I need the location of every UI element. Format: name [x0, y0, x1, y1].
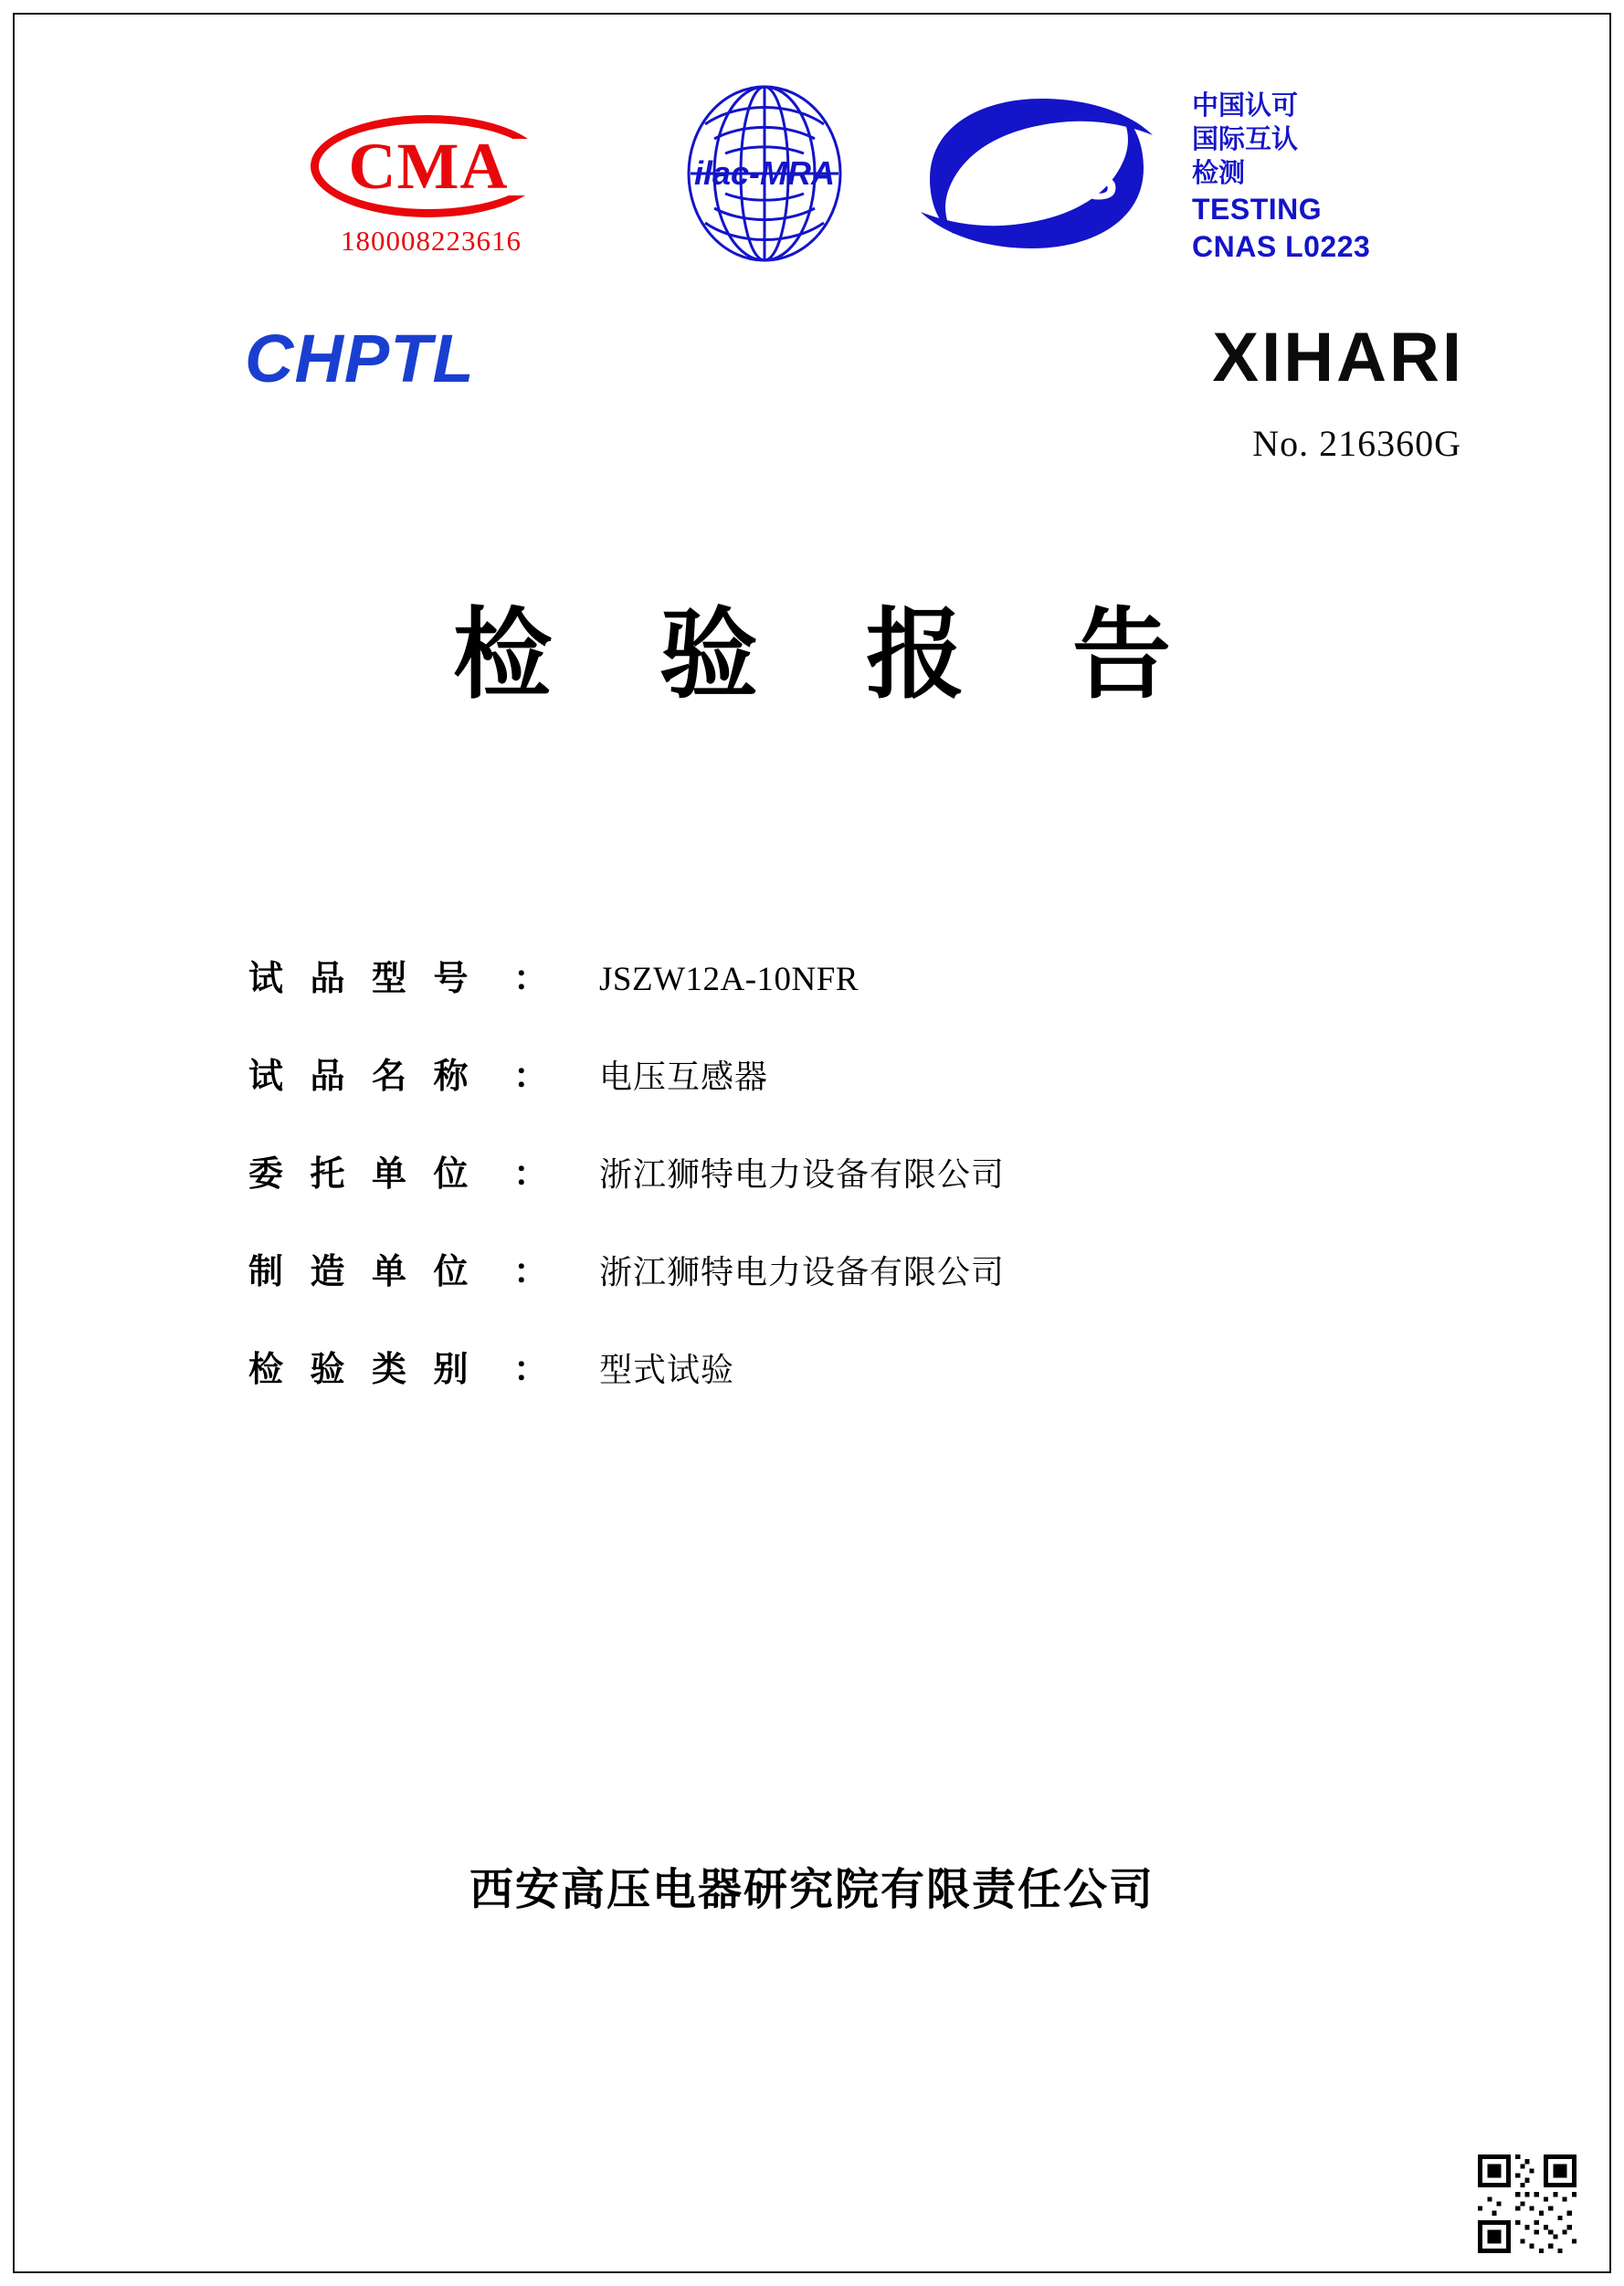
- field-colon: ：: [513, 1155, 549, 1194]
- field-label-client: 委 托 单 位: [248, 1155, 478, 1194]
- accreditation-logo-row: [0, 71, 1624, 272]
- cnas-logo-icon: [913, 91, 1160, 256]
- cnas-line-1: 中国认可: [1192, 91, 1299, 121]
- page-title: 检 验 报 告: [452, 599, 1212, 710]
- field-value-manufacturer: 浙江狮特电力设备有限公司: [599, 1254, 1006, 1290]
- field-label-test-category: 检 验 类 别: [248, 1351, 478, 1389]
- field-label-model: 试 品 型 号: [248, 960, 478, 998]
- cnas-line-4: TESTING: [1192, 193, 1323, 226]
- field-colon: ：: [513, 1253, 549, 1291]
- field-row: [248, 950, 1381, 1000]
- field-row: [248, 1243, 1381, 1293]
- cma-logo-icon: [311, 115, 546, 217]
- field-row: [248, 1048, 1381, 1098]
- svg-text:CNAS: CNAS: [957, 149, 1118, 212]
- field-row: [248, 1341, 1381, 1391]
- field-value-model: JSZW12A-10NFR: [599, 961, 859, 998]
- cnas-text-block: [1192, 90, 1370, 266]
- cma-logo-label: CMA: [348, 130, 509, 203]
- svg-text:ilac-MRA: ilac-MRA: [693, 154, 836, 192]
- field-label-name: 试 品 名 称: [248, 1058, 478, 1096]
- field-colon: ：: [513, 960, 549, 998]
- cma-number: 180008223616: [341, 225, 522, 257]
- xihari-logo-label: XIHARI: [1212, 319, 1464, 396]
- cnas-line-2: 国际互认: [1192, 125, 1299, 155]
- field-colon: ：: [513, 1058, 549, 1096]
- issuing-organization: 西安高压电器研究院有限责任公司: [469, 1866, 1155, 1914]
- ilac-mra-logo-icon: [650, 82, 879, 265]
- chptl-logo-label: CHPTL: [245, 321, 475, 396]
- specimen-info-list: [248, 950, 1381, 1438]
- cnas-line-5: CNAS L0223: [1192, 230, 1371, 264]
- field-label-manufacturer: 制 造 单 位: [248, 1253, 478, 1291]
- field-colon: ：: [513, 1351, 549, 1389]
- field-value-name: 电压互感器: [599, 1059, 769, 1095]
- field-value-client: 浙江狮特电力设备有限公司: [599, 1156, 1006, 1193]
- report-number: No. 216360G: [1252, 423, 1461, 464]
- field-row: [248, 1145, 1381, 1196]
- qr-code-icon: [1478, 2154, 1577, 2253]
- field-value-test-category: 型式试验: [599, 1352, 735, 1388]
- cnas-line-3: 检测: [1192, 159, 1246, 189]
